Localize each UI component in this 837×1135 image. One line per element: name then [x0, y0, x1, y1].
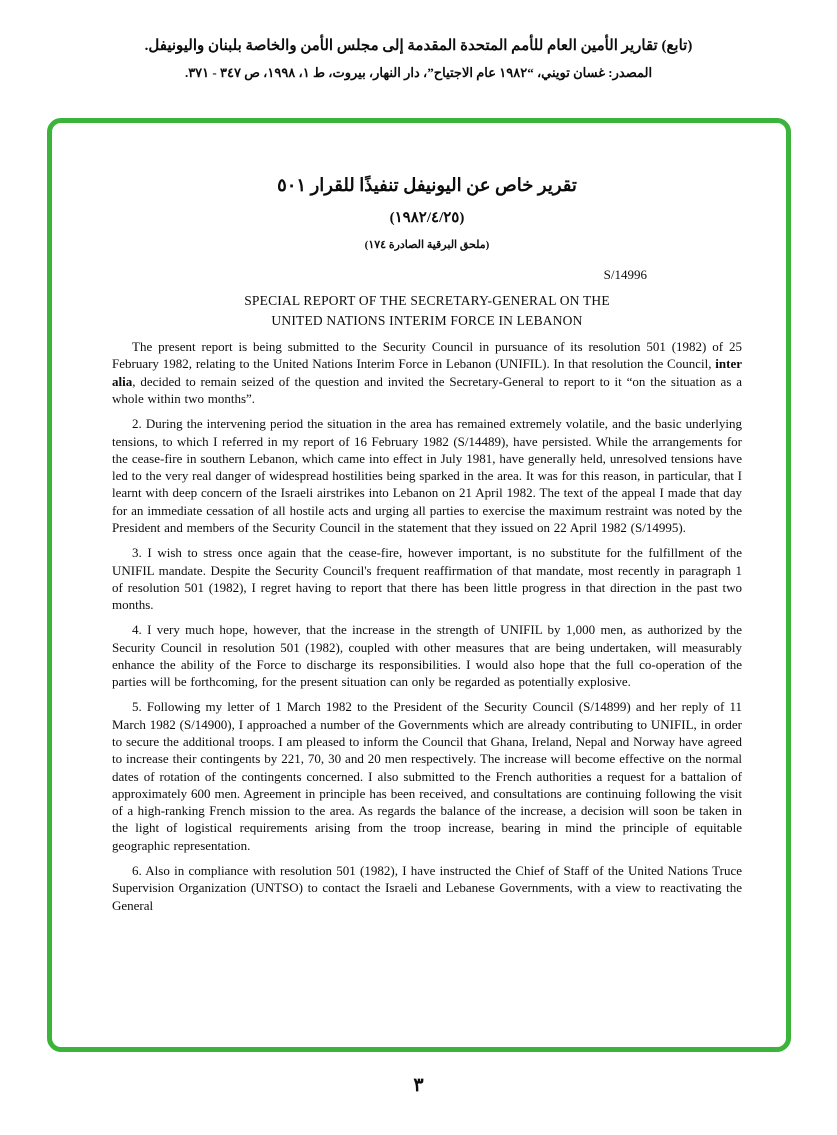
paragraph-5: 5. Following my letter of 1 March 1982 to the President of the Security Council (S/14899) and her reply of 11 March 1982 (S/14900), I approached a number of the Governments which are already contributing to UNIFIL, in order to secure the additional troops. I am pleased to inform the Council that Ghana, Ireland, Nepal and Norway have agreed to increase their contingents by 221, 70, 30 and 20 men respectively. The increase will become effective on the normal dates of rotation of the contingents concerned. I also submitted to the French authorities a request for a battalion of approximately 600 men. Agreement in principle has been received, and consultations are continuing following the visit of a high-ranking French mission to the area. As regards the balance of the increase, a decision will soon be taken in the light of logistical requirements arising from the troop increase, bearing in mind the principle of equitable geographic representation.: [112, 699, 742, 853]
paragraph-6: 6. Also in compliance with resolution 501 (1982), I have instructed the Chief of Staff of the United Nations Truce Supervision Organization (UNTSO) to contact the Israeli and Lebanese Governments, with a view to reactivating the General: [112, 863, 742, 913]
un-document-number: S/14996: [603, 267, 647, 282]
source-header: [0, 0, 837, 81]
paragraph-4: 4. I very much hope, however, that the increase in the strength of UNIFIL by 1,000 men, as authorized by the Security Council in resolution 501 (1982), coupled with other measures that are being undertaken, will measurably enhance the ability of the Force to discharge its responsibilities. I would also hope that the full co-operation of the parties will be forthcoming, for the present situation can only be regarded as potentially explosive.: [112, 622, 742, 690]
source-header-line1: (تابع) تقارير الأمين العام للأمم المتحدة المقدمة إلى مجلس الأمن والخاصة بلبنان واليونيفل.: [144, 38, 693, 54]
page-number: ٣: [413, 1075, 424, 1096]
paragraph-1: [112, 338, 742, 407]
document-body: [52, 123, 786, 914]
paragraph-1-text-end: , decided to remain seized of the question and invited the Secretary-General to report to it “on the situation as a whole within two months”.: [112, 373, 742, 406]
document-arabic-date: (١٩٨٢/٤/٢٥): [389, 210, 465, 226]
document-arabic-note: (ملحق البرقية الصادرة ١٧٤): [364, 239, 490, 251]
document-english-title: [112, 291, 742, 330]
document-frame: [47, 118, 791, 1052]
source-header-line2: المصدر: غسان تويني، “١٩٨٢ عام الاجتياح”، دار النهار، بيروت، ط ١، ١٩٩٨، ص ٣٤٧ - ٣٧١.: [184, 65, 653, 80]
document-arabic-title: تقرير خاص عن اليونيفل تنفيذًا للقرار ٥٠١: [277, 175, 577, 195]
document-english-title-line2: UNITED NATIONS INTERIM FORCE IN LEBANON: [271, 312, 583, 328]
paragraph-2: 2. During the intervening period the situation in the area has remained extremely volatile, and the basic underlying tensions, to which I referred in my report of 16 February 1982 (S/14489), have persisted. While the arrangements for the cease-fire in southern Lebanon, which came into effect in July 1981, have generally held, unresolved tensions have led to the very real danger of widespread hostilities being sparked in the area. It was for this reason, in particular, that I learnt with deep concern of the Israeli airstrikes into Lebanon on 21 April 1982. The text of the appeal I made that day for an immediate cessation of all hostile acts and urging all parties to exercise the maximum restraint was noted by the President and members of the Security Council in the statement that they issued on 22 April 1982 (S/14995).: [112, 416, 742, 535]
paragraph-3: 3. I wish to stress once again that the cease-fire, however important, is no substitute for the fulfillment of the UNIFIL mandate. Despite the Security Council's frequent reaffirmation of that mandate, most recently in paragraph 1 of resolution 501 (1982), I regret having to report that there has been little progress in that direction in the past two months.: [112, 545, 742, 613]
paragraph-1-text-start: The present report is being submitted to the Security Council in pursuance of its resolution 501 (1982) of 25 February 1982, relating to the United Nations Interim Force in Lebanon (UNIFIL). In that resolution the Council,: [112, 339, 742, 372]
document-paragraphs: [112, 338, 742, 914]
paragraph-1-emphasis: inter alia: [112, 356, 742, 389]
document-english-title-line1: SPECIAL REPORT OF THE SECRETARY-GENERAL ON THE: [244, 293, 610, 308]
